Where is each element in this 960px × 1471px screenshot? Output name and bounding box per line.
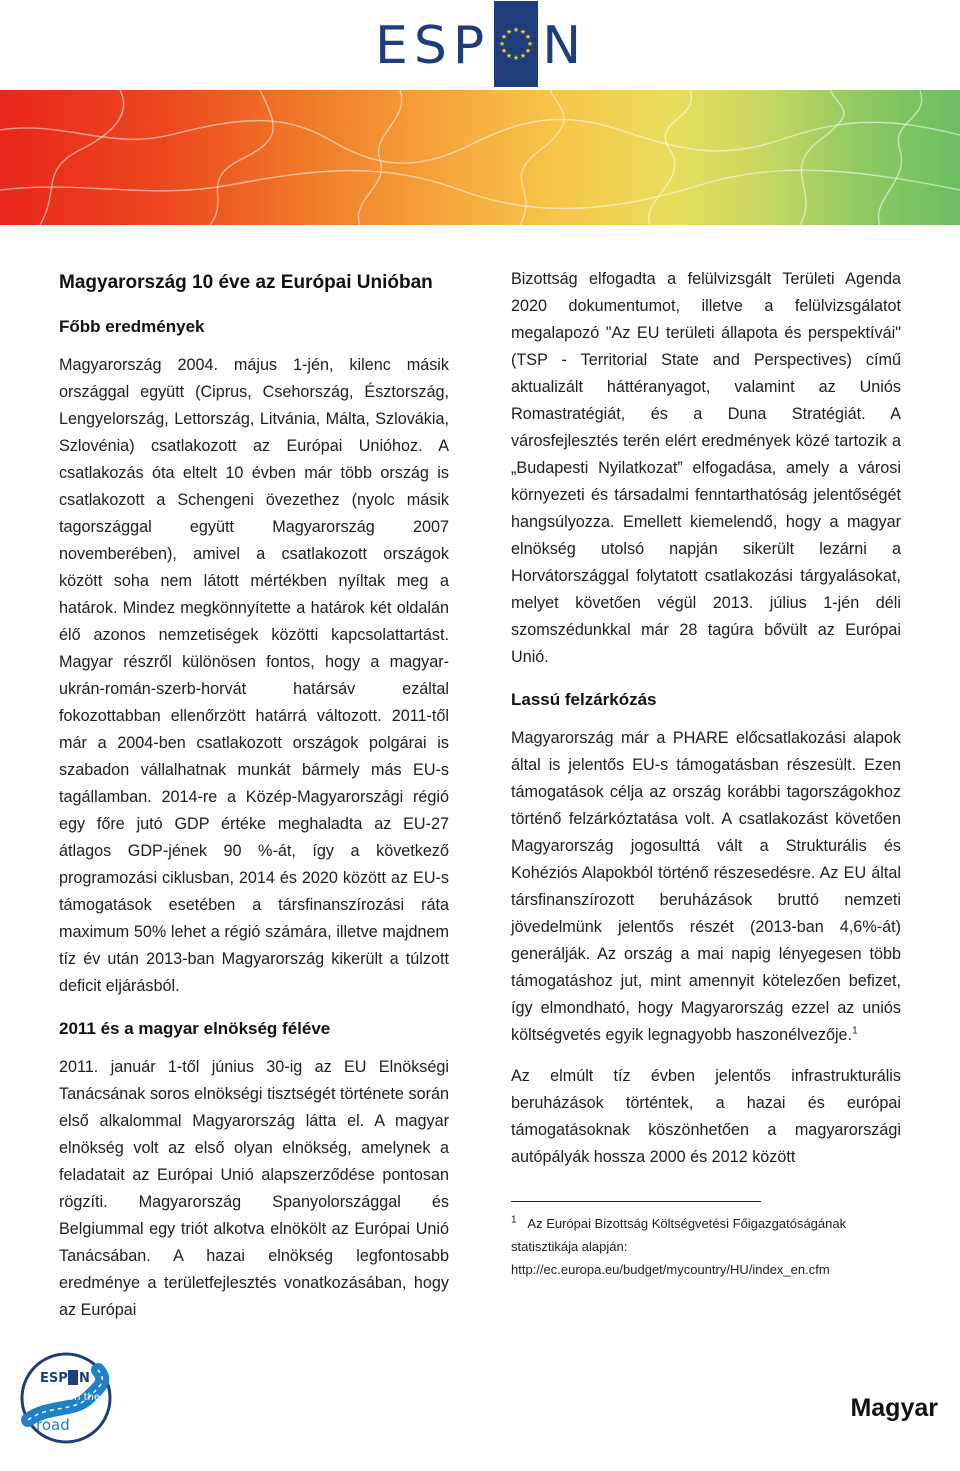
svg-text:★: ★ [520, 28, 527, 36]
svg-text:★: ★ [513, 26, 520, 34]
road-logo-flag-icon [68, 1370, 78, 1385]
language-label: Magyar [850, 1394, 938, 1422]
svg-text:★: ★ [506, 52, 513, 60]
espon-logo [375, 6, 590, 86]
paragraph-eu-funds [511, 725, 901, 1049]
svg-text:★: ★ [525, 33, 532, 41]
footnote-number: 1 [511, 1214, 517, 1226]
footnote-link[interactable]: http://ec.europa.eu/budget/mycountry/HU/index_en.cfm [511, 1262, 830, 1277]
paragraph-infrastructure: Az elmúlt tíz évben jelentős infrastrukturális beruházások történtek, a hazai és európai támogatásoknak köszönhetően a magyarországi autópályák hossza 2000 és 2012 között [511, 1067, 901, 1166]
section-title-presidency: 2011 és a magyar elnökség féléve [59, 1019, 331, 1038]
footnote [511, 1212, 901, 1281]
paragraph-main-results: Magyarország 2004. május 1-jén, kilenc másik országgal együtt (Ciprus, Csehország, Észtország, Lengyelország, Lettország, Litvánia, Málta, Szlovákia, Szlovénia) csatlakozott az Európai Unióhoz. A csatlakozás óta eltelt 10 évben már több ország is csatlakozott a Schengeni övezethez (nyolc másik tagországgal együtt Magyarország 2007 novemberében), amivel a csatlakozott országok között soha nem látott mértékben nyíltak meg a határok. Mindez megkönnyítette a határok két oldalán élő azonos nemzetiségek közötti kapcsolattartást. Magyar részről különösen fontos, hogy a magyar-ukrán-román-szerb-horvát határsáv ezáltal fokozottabban ellenőrzött határrá változott. 2011-től már a 2004-ben csatlakozott országok polgárai is szabadon vállalhatnak munkát bármely más EU-s tagállamban. 2014-re a Közép-Magyarországi régió egy főre jutó GDP értéke meghaladta az EU-27 átlagos GDP-jének 90 %-át, így a következő programozási ciklusban, 2014 és 2020 között az EU-s támogatások esetében a társfinanszírozási ráta maximum 50% lehet a régió számára, illetve majdnem tíz év után 2013-ban Magyarország kikerült a túlzott deficit eljárásból. [59, 356, 449, 995]
espon-on-the-road-logo [18, 1350, 114, 1446]
header [0, 0, 960, 90]
footnote-reference[interactable]: 1 [852, 1025, 858, 1037]
svg-text:★: ★ [527, 40, 534, 48]
section-title-slow-convergence: Lassú felzárkózás [511, 690, 657, 709]
road-logo-n-text: N [79, 1371, 90, 1386]
logo-text-left: ESP [375, 16, 491, 76]
svg-text:★: ★ [520, 52, 527, 60]
paragraph-presidency: 2011. január 1-től június 30-ig az EU Elnökségi Tanácsának soros elnökségi tisztségét története során első alkalommal Magyarország látta el. A magyar elnökség volt az első olyan elnökség, amelynek a feladatait az Európai Unió alapszerződése pontosan rögzíti. Magyarország Spanyolországgal és Belgiummal egy triót alkotva elnökölt az Európai Unió Tanácsában. A hazai elnökség legfontosabb eredménye a területfejlesztés vonatkozásában, hogy az Európai [59, 1058, 449, 1319]
svg-text:★: ★ [499, 40, 506, 48]
road-logo-road-text: road [36, 1416, 70, 1434]
left-column [59, 266, 449, 1324]
map-borders-graphic [0, 90, 960, 225]
map-banner [0, 90, 960, 225]
road-logo-espon-text: ESP [40, 1371, 68, 1386]
svg-text:★: ★ [525, 47, 532, 55]
right-column [511, 266, 901, 1281]
eu-funds-text: Magyarország már a PHARE előcsatlakozási alapok által is jelentős EU-s támogatásban részesült. Ezen támogatások célja az ország korábbi tagországokhoz történő felzárkóztatása volt. A csatlakozást követően Magyarország jogosulttá vált a Strukturális és Kohéziós Alapokból történő részesedésre. Az EU által társfinanszírozott beruházások bruttó nemzeti jövedelmünk jelentős részét (2013-ban 4,6%-át) generálják. Az ország a mai napig lényegesen több támogatáshoz jut, mint amennyit kötelezően befizet, így elmondható, hogy Magyarország ezzel az uniós költségvetés egyik legnagyobb haszonélvezője. [511, 729, 901, 1044]
svg-text:★: ★ [506, 28, 513, 36]
road-logo-on-text: on the [68, 1392, 101, 1403]
eu-flag-icon [494, 1, 538, 87]
section-title-main-results: Főbb eredmények [59, 317, 205, 336]
footnote-text: Az Európai Bizottság Költségvetési Főigazgatóságának statisztikája alapján: [511, 1216, 847, 1254]
svg-text:★: ★ [513, 54, 520, 62]
footnote-divider [511, 1201, 761, 1202]
paragraph-presidency-continued: Bizottság elfogadta a felülvizsgált Területi Agenda 2020 dokumentumot, illetve a felülvizsgálatot megalapozó "Az EU területi állapota és perspektívái" (TSP - Territorial State and Perspectives) című aktualizált háttéranyagot, valamint az Uniós Romastratégiát, és a Duna Stratégiát. A városfejlesztés terén elért eredmények közé tartozik a „Budapesti Nyilatkozat” elfogadása, amely a városi környezeti és társadalmi fenntarthatóság jelentőségét hangsúlyozza. Emellett kiemelendő, hogy a magyar elnökség utolsó napján sikerült lezárni a Horvátországgal folytatott csatlakozási tárgyalásokat, melyet követően végül 2013. július 1-jén déli szomszédunkkal már 28 tagúra bővült az Európai Unió. [511, 270, 901, 666]
svg-text:★: ★ [501, 33, 508, 41]
logo-text-right: N [542, 16, 588, 76]
svg-text:★: ★ [501, 47, 508, 55]
document-title: Magyarország 10 éve az Európai Unióban [59, 272, 433, 293]
